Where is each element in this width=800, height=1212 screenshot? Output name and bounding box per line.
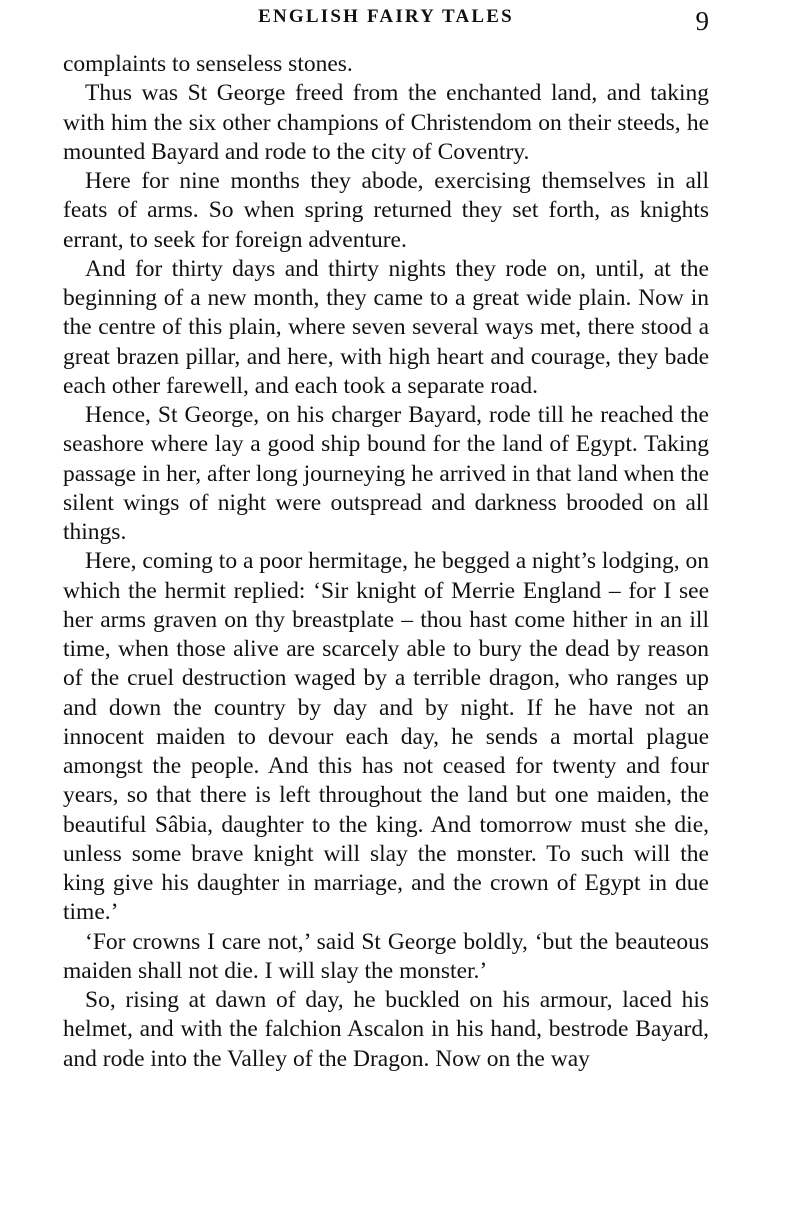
paragraph-4: And for thirty days and thirty nights they rode on, until, at the beginning of a new month, they came to a great wide plain. Now in the centre of this plain, where seven several ways met, there stood a great brazen pillar, and here, with high heart and courage, they bade each other farewell, and each took a separate road. [63, 255, 709, 399]
body-text [63, 50, 709, 1074]
running-head [63, 6, 709, 36]
paragraph-7: ‘For crowns I care not,’ said St George boldly, ‘but the beauteous maiden shall not die. I will slay the monster.’ [63, 928, 709, 984]
paragraph-3: Here for nine months they abode, exercising themselves in all feats of arms. So when spring returned they set forth, as knights errant, to seek for foreign adventure. [63, 168, 709, 253]
paragraph-5: Hence, St George, on his charger Bayard, rode till he reached the seashore where lay a good ship bound for the land of Egypt. Taking passage in her, after long journeying he arrived in that land when the silent wings of night were outspread and darkness brooded on all things. [63, 402, 709, 545]
paragraph-8: So, rising at dawn of day, he buckled on his armour, laced his helmet, and with the falchion Ascalon in his hand, bestrode Bayard, and rode into the Valley of the Dragon. Now on the way [63, 987, 709, 1072]
paragraph-1: complaints to senseless stones. [63, 51, 353, 77]
page-number: 9 [695, 6, 709, 36]
paragraph-2: Thus was St George freed from the enchanted land, and taking with him the six other champions of Christendom on their steeds, he mounted Bayard and rode to the city of Coventry. [63, 80, 709, 165]
paragraph-6: Here, coming to a poor hermitage, he begged a night’s lodging, on which the hermit replied: ‘Sir knight of Merrie England – for I see her arms graven on thy breastplate – thou hast come hither in an ill time, when those alive are scarcely able to bury the dead by reason of the cruel destruction waged by a terrible dragon, who ranges up and down the country by day and by night. If he have not an innocent maiden to devour each day, he sends a mortal plague amongst the people. And this has not ceased for twenty and four years, so that there is left throughout the land but one maiden, the beautiful Sâbia, daughter to the king. And tomorrow must she die, unless some brave knight will slay the monster. To such will the king give his daughter in marriage, and the crown of Egypt in due time.’ [63, 548, 709, 926]
running-title: ENGLISH FAIRY TALES [258, 6, 514, 27]
book-page [63, 0, 709, 1212]
